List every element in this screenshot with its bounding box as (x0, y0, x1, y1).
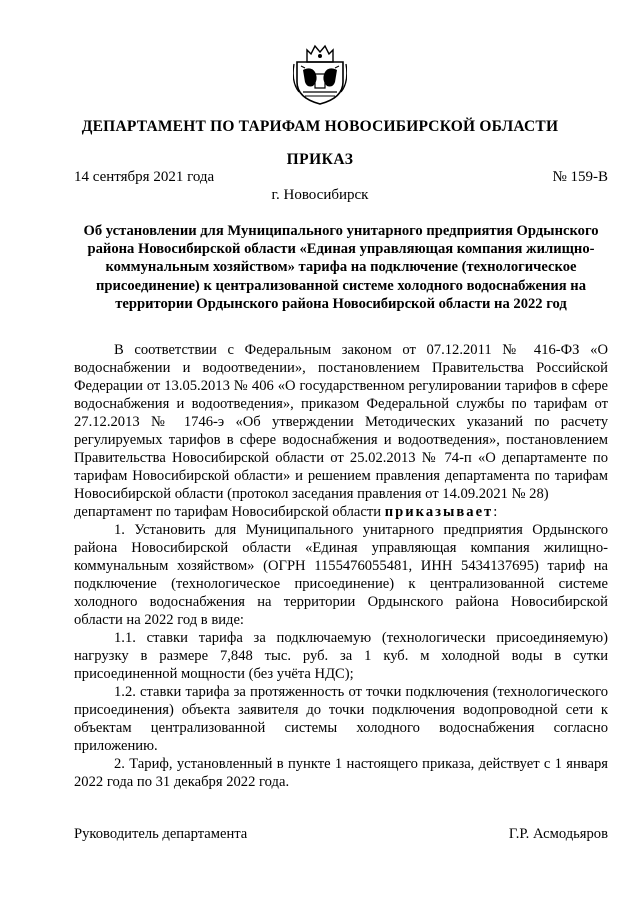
item-2: 2. Тариф, установленный в пункте 1 настоящего приказа, действует с 1 января 2022 года по 31 декабря 2022 года. (74, 756, 608, 790)
orders-line (74, 503, 608, 521)
orders-suffix: : (493, 504, 498, 520)
orders-prefix: департамент по тарифам Новосибирской области (74, 504, 385, 520)
preamble-paragraph: В соответствии с Федеральным законом от 07.12.2011 № 416-ФЗ «О водоснабжении и водоотведении», постановлением Правительства Российской Федерации от 13.05.2013 № 406 «О государственном регулировании тарифов в сфере водоснабжения и водоотведения», приказом Федеральной службы по тарифам от 27.12.2013 № 1746-э «Об утверждении Методических указаний по расчету регулируемых тарифов в сфере водоснабжения и водоотведения», постановлением Правительства Новосибирской области от 25.02.2013 № 74-п «О департаменте по тарифам Новосибирской области» и решением правления департамента по тарифам Новосибирской области (протокол заседания правления от 14.09.2021 № 28) (74, 342, 608, 502)
item-1: 1. Установить для Муниципального унитарного предприятия Ордынского района Новосибирской области «Единая управляющая компания жилищно-коммунальным хозяйством» (ОГРН 1155476055481, ИНН 5434137695) тариф на подключение (технологическое присоединение) к централизованной системе холодного водоснабжения на территории Ордынского района Новосибирской области на 2022 год в виде: (74, 522, 608, 628)
orders-word: приказывает (384, 504, 494, 520)
document-type: ПРИКАЗ (286, 151, 354, 168)
signatory-position: Руководитель департамента (74, 826, 248, 842)
order-city: г. Новосибирск (271, 187, 369, 203)
order-subject: Об установлении для Муниципального унитарного предприятия Ордынского района Новосибирской области «Единая управляющая компания жилищно-коммунальным хозяйством» тарифа на подключение (технологическое присоединение) к централизованной системе холодного водоснабжения на территории Ордынского района Новосибирской области на 2022 год (83, 223, 599, 312)
order-number: № 159-В (552, 169, 608, 185)
department-title: ДЕПАРТАМЕНТ ПО ТАРИФАМ НОВОСИБИРСКОЙ ОБЛАСТИ (81, 118, 559, 135)
item-1-2: 1.2. ставки тарифа за протяженность от точки подключения (технологического присоединения) объекта заявителя до точки подключения водопроводной сети к объектам централизованной системы холодного водоснабжения согласно приложению. (74, 684, 608, 754)
item-1-1: 1.1. ставки тарифа за подключаемую (технологически присоединяемую) нагрузку в размере 7,848 тыс. руб. за 1 куб. м холодной воды в сутки присоединенной мощности (без учёта НДС); (74, 630, 608, 682)
coat-of-arms-icon (293, 42, 347, 106)
order-body (74, 341, 608, 791)
signatory-name: Г.Р. Асмодьяров (508, 826, 608, 842)
order-date: 14 сентября 2021 года (74, 169, 215, 185)
